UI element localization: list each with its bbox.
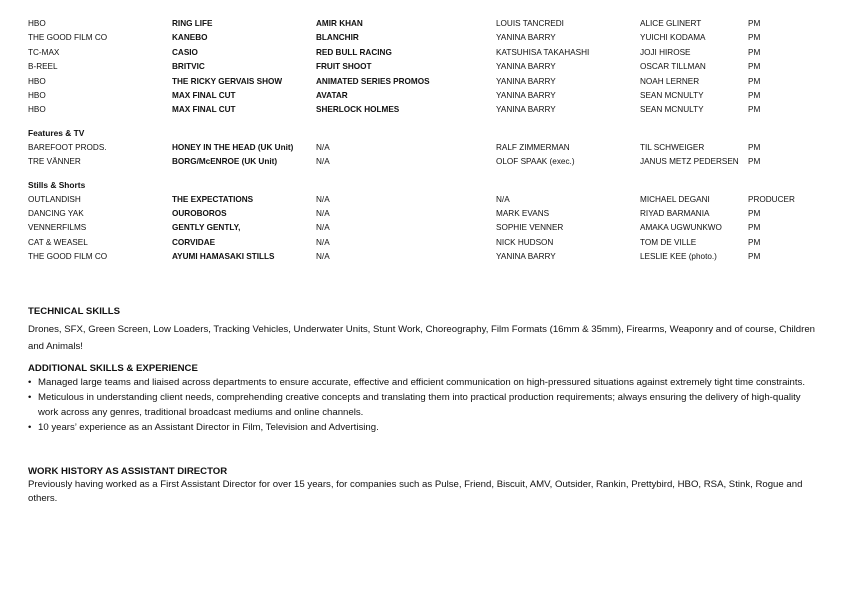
project: SHERLOCK HOLMES	[316, 105, 400, 115]
table-row	[28, 60, 818, 74]
technical-skills-heading: TECHNICAL SKILLS	[28, 306, 121, 318]
producer: YANINA BARRY	[496, 90, 556, 100]
company: CAT & WEASEL	[28, 237, 88, 247]
features-heading: Features & TV	[28, 127, 85, 138]
cv-page	[28, 17, 818, 506]
role: PM	[748, 252, 761, 262]
commercials-table	[28, 17, 818, 118]
table-row	[28, 155, 818, 169]
table-row	[28, 17, 818, 31]
producer: SOPHIE VENNER	[496, 223, 564, 233]
client: GENTLY GENTLY,	[172, 223, 241, 233]
producer: KATSUHISA TAKAHASHI	[496, 47, 590, 57]
project: N/A	[316, 157, 330, 167]
role: PRODUCER	[748, 194, 795, 204]
project: N/A	[316, 208, 330, 218]
role: PM	[748, 105, 761, 115]
additional-skills-heading: ADDITIONAL SKILLS & EXPERIENCE	[28, 363, 198, 375]
list-item-text: Meticulous in understanding client needs, comprehending creative concepts and translating them into practical production requirements; always ensuring the delivery of high-quality work across any genres, traditional broadcast mediums and online channels.	[38, 392, 801, 419]
client: MAX FINAL CUT	[172, 90, 236, 100]
role: PM	[748, 142, 761, 152]
table-row	[28, 250, 818, 264]
client: BRITVIC	[172, 62, 205, 72]
additional-skills-list	[28, 375, 818, 435]
features-table	[28, 141, 818, 170]
table-row	[28, 103, 818, 117]
company: VENNERFILMS	[28, 223, 87, 233]
list-item-text: 10 years’ experience as an Assistant Director in Film, Television and Advertising.	[38, 422, 379, 434]
project: N/A	[316, 223, 330, 233]
producer: YANINA BARRY	[496, 105, 556, 115]
client: HONEY IN THE HEAD (UK Unit)	[172, 142, 294, 152]
stills-table	[28, 193, 818, 265]
role: PM	[748, 47, 761, 57]
client: KANEBO	[172, 33, 208, 43]
producer: YANINA BARRY	[496, 62, 556, 72]
role: PM	[748, 237, 761, 247]
role: PM	[748, 90, 761, 100]
company: HBO	[28, 105, 46, 115]
company: OUTLANDISH	[28, 194, 81, 204]
company: THE GOOD FILM CO	[28, 33, 108, 43]
list-item	[28, 375, 818, 390]
company: BAREFOOT PRODS.	[28, 142, 107, 152]
project: ANIMATED SERIES PROMOS	[316, 76, 430, 86]
technical-skills-section	[28, 305, 818, 355]
project: N/A	[316, 237, 330, 247]
work-history-section	[28, 465, 818, 506]
director: RIYAD BARMANIA	[640, 208, 710, 218]
list-item	[28, 420, 818, 435]
table-row	[28, 75, 818, 89]
section-spacer	[28, 264, 818, 305]
producer: MARK EVANS	[496, 208, 550, 218]
client: CORVIDAE	[172, 237, 216, 247]
project: RED BULL RACING	[316, 47, 392, 57]
project: BLANCHIR	[316, 33, 359, 43]
producer: NICK HUDSON	[496, 237, 554, 247]
director: ALICE GLINERT	[640, 19, 702, 28]
table-row	[28, 193, 818, 207]
role: PM	[748, 76, 761, 86]
producer: OLOF SPAAK (exec.)	[496, 157, 575, 167]
role: PM	[748, 62, 761, 72]
producer: N/A	[496, 194, 510, 204]
producer: RALF ZIMMERMAN	[496, 142, 570, 152]
client: MAX FINAL CUT	[172, 105, 236, 115]
company: THE GOOD FILM CO	[28, 252, 108, 262]
work-history-text: Previously having worked as a First Assistant Director for over 15 years, for companies such as Pulse, Friend, Biscuit, AMV, Outsider, Rankin, Prettybird, HBO, RSA, Stink, Rogue and others.	[28, 479, 803, 505]
director: TIL SCHWEIGER	[640, 142, 705, 152]
producer: LOUIS TANCREDI	[496, 19, 564, 28]
company: HBO	[28, 76, 46, 86]
bullet-icon: •	[28, 422, 32, 434]
company: DANCING YAK	[28, 208, 84, 218]
producer: YANINA BARRY	[496, 33, 556, 43]
client: THE EXPECTATIONS	[172, 194, 254, 204]
client: OUROBOROS	[172, 208, 227, 218]
producer: YANINA BARRY	[496, 252, 556, 262]
director: JOJI HIROSE	[640, 47, 691, 57]
director: TOM DE VILLE	[640, 237, 697, 247]
table-row	[28, 221, 818, 235]
client: CASIO	[172, 47, 198, 57]
director: SEAN MCNULTY	[640, 105, 704, 115]
company: HBO	[28, 19, 46, 28]
role: PM	[748, 33, 761, 43]
project: N/A	[316, 252, 330, 262]
project: FRUIT SHOOT	[316, 62, 372, 72]
client: BORG/McENROE (UK Unit)	[172, 157, 278, 167]
project: AMIR KHAN	[316, 19, 363, 28]
project: N/A	[316, 194, 330, 204]
role: PM	[748, 157, 761, 167]
role: PM	[748, 208, 761, 218]
director: OSCAR TILLMAN	[640, 62, 706, 72]
role: PM	[748, 19, 761, 28]
client: RING LIFE	[172, 19, 213, 28]
role: PM	[748, 223, 761, 233]
project: N/A	[316, 142, 330, 152]
company: HBO	[28, 90, 46, 100]
client: AYUMI HAMASAKI STILLS	[172, 252, 275, 262]
company: TRE VÄNNER	[28, 157, 81, 167]
director: NOAH LERNER	[640, 76, 700, 86]
additional-skills-section	[28, 362, 818, 435]
table-row	[28, 207, 818, 221]
list-item	[28, 390, 818, 420]
technical-skills-text: Drones, SFX, Green Screen, Low Loaders, Tracking Vehicles, Underwater Units, Stunt Work, Choreography, Film Formats (16mm & 35mm), Firearms, Weaponry and of course, Children and Animals!	[28, 324, 815, 353]
director: YUICHI KODAMA	[640, 33, 706, 43]
table-row	[28, 141, 818, 155]
list-item-text: Managed large teams and liaised across departments to ensure accurate, effective and efficient communication on high-pressured situations against extremely tight time constraints.	[38, 377, 806, 389]
table-row	[28, 236, 818, 250]
project: AVATAR	[316, 90, 348, 100]
director: AMAKA UGWUNKWO	[640, 223, 722, 233]
table-row	[28, 89, 818, 103]
company: B-REEL	[28, 62, 58, 72]
table-row	[28, 31, 818, 45]
table-row	[28, 46, 818, 60]
director: MICHAEL DEGANI	[640, 194, 710, 204]
director: SEAN MCNULTY	[640, 90, 704, 100]
work-history-heading: WORK HISTORY AS ASSISTANT DIRECTOR	[28, 466, 228, 478]
producer: YANINA BARRY	[496, 76, 556, 86]
stills-heading: Stills & Shorts	[28, 179, 86, 190]
director: LESLIE KEE (photo.)	[640, 252, 717, 262]
client: THE RICKY GERVAIS SHOW	[172, 76, 283, 86]
director: JANUS METZ PEDERSEN	[640, 157, 739, 167]
bullet-icon: •	[28, 392, 32, 404]
company: TC-MAX	[28, 47, 60, 57]
bullet-icon: •	[28, 377, 32, 389]
